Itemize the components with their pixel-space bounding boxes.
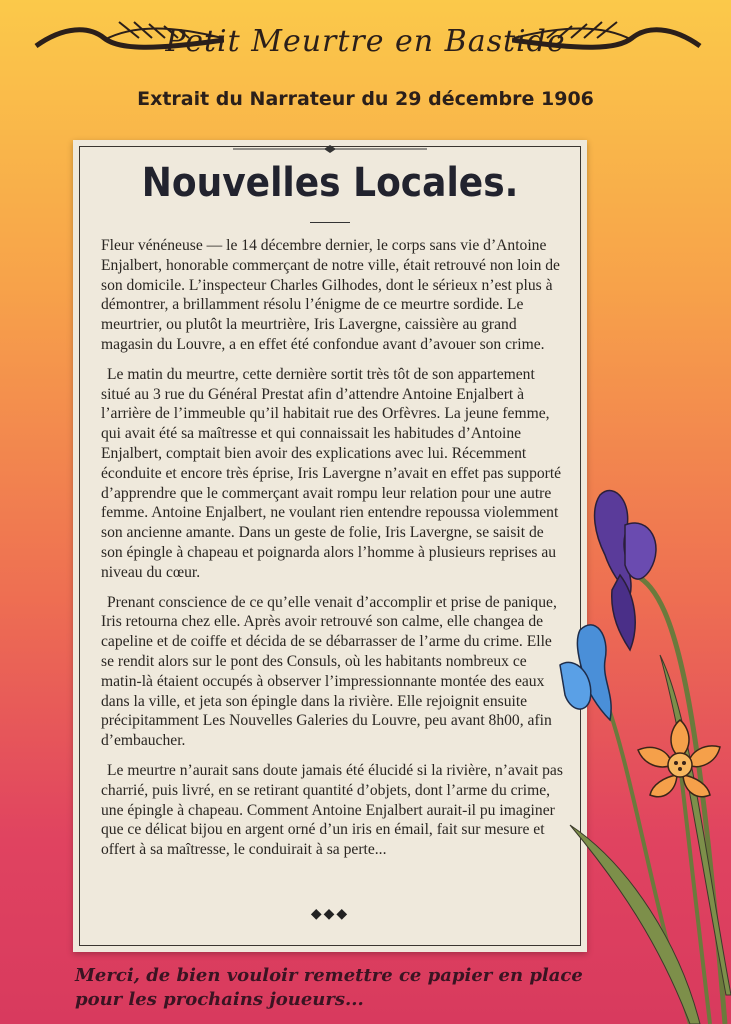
article-paragraph: Fleur vénéneuse — le 14 décembre dernier, le corps sans vie d’Antoine Enjalbert, honorable commerçant de notre ville, était retrouvé non loin de son domicile. L’inspecteur Charles Gilhodes, dont le sérieux n’est plus à démontrer, a brillamment résolu l’énigme de ce meurtre sordide. Le meurtrier, ou plutôt la meurtrière, Iris Lavergne, caissière au grand magasin du Louvre, a en effet été confondue avant d’avouer son crime. xyxy=(101,237,560,353)
newspaper-source: Extrait du Narrateur du 29 décembre 1906 xyxy=(137,88,594,110)
diamond-rule-icon xyxy=(233,145,427,153)
article-body xyxy=(101,236,565,870)
end-mark: ◆◆◆ xyxy=(310,906,350,922)
header-banner xyxy=(0,10,731,72)
article-paragraph: Prenant conscience de ce qu’elle venait d’accomplir et prise de panique, Iris retourna chez elle. Après avoir retrouvé son calme, elle changea de capeline et de coiffe et décida de se débarrasser de l’arme du crime. Elle se rendit alors sur le pont des Consuls, où les habitants nombreux ce matin-là étaient occupés à observer l’impressionnante montée des eaux dans la ville, et jeta son épingle dans la rivière. Elle rejoignit ensuite précipitamment Les Nouvelles Galeries du Louvre, peu avant 8h00, afin d’embaucher. xyxy=(101,593,557,750)
game-title: Petit Meurtre en Bastide xyxy=(165,24,566,59)
iris-flowers-illustration xyxy=(540,475,731,1024)
article-heading: Nouvelles Locales. xyxy=(141,160,519,206)
heading-divider xyxy=(310,222,350,223)
newspaper-clipping xyxy=(73,140,587,952)
article-paragraph: Le matin du meurtre, cette dernière sortit très tôt de son appartement situé au 3 rue du Général Prestat afin d’attendre Antoine Enjalbert à l’arrière de l’immeuble qu’il habitait rue des Orfèvres. La jeune femme, qui avait été sa maîtresse et qui connaissait les habitudes d’Antoine Enjalbert, comptait bien avoir des explications avec lui. Récemment éconduite et encore très éprise, Iris Lavergne n’avait en effet pas supporté d’apprendre que le commerçant avait rompu leur relation pour une autre femme. Antoine Enjalbert, ne voulant rien entendre repoussa violemment son ancienne amante. Dans un geste de folie, Iris Lavergne, se saisit de son épingle à chapeau et poignarda alors l’homme à plusieurs reprises au niveau du cœur. xyxy=(101,365,562,581)
footer-note: Merci, de bien vouloir remettre ce papier en place pour les prochains joueurs... xyxy=(75,965,583,1010)
article-paragraph: Le meurtre n’aurait sans doute jamais été élucidé si la rivière, n’avait pas charrié, puis livré, en se retirant quantité d’objets, dont l’arme du crime, une épingle à chapeau. Comment Antoine Enjalbert aurait-il pu imaginer que ce délicat bijou en argent orné d’un iris en émail, fait sur mesure et offert à sa maîtresse, le conduirait à sa perte... xyxy=(101,761,563,859)
